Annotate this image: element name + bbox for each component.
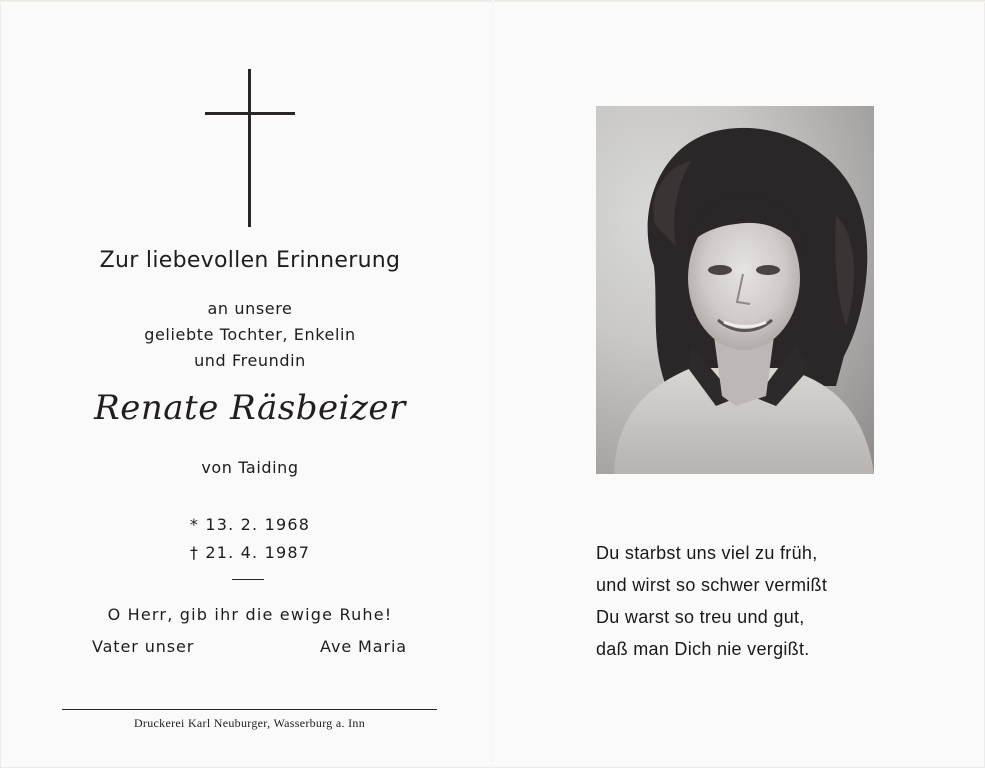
life-dates <box>60 511 440 567</box>
death-date: † 21. 4. 1987 <box>189 543 311 562</box>
prayer-vater-unser: Vater unser <box>92 637 195 656</box>
origin-text: von Taiding <box>201 458 299 477</box>
poem <box>596 537 827 665</box>
prayer-line: O Herr, gib ihr die ewige Ruhe! <box>107 605 393 624</box>
intro-line: und Freundin <box>194 351 306 370</box>
footer-rule <box>62 709 437 710</box>
intro-text <box>60 296 440 374</box>
memorial-heading: Zur liebevollen Erinnerung <box>99 248 401 273</box>
intro-line: an unsere <box>207 299 293 318</box>
poem-line: Du warst so treu und gut, <box>596 607 805 627</box>
printer-credit: Druckerei Karl Neuburger, Wasserburg a. Inn <box>133 716 366 730</box>
birth-date: * 13. 2. 1968 <box>189 515 311 534</box>
poem-line: daß man Dich nie vergißt. <box>596 639 810 659</box>
poem-line: und wirst so schwer vermißt <box>596 575 828 595</box>
deceased-name: Renate Räsbeizer <box>94 388 406 428</box>
prayers-row <box>92 637 407 656</box>
card-fold <box>492 0 494 768</box>
divider <box>232 579 264 580</box>
portrait-photo <box>596 106 874 474</box>
prayer-ave-maria: Ave Maria <box>320 637 407 656</box>
poem-line: Du starbst uns viel zu früh, <box>596 543 818 563</box>
latin-cross-icon <box>205 69 295 227</box>
intro-line: geliebte Tochter, Enkelin <box>144 325 356 344</box>
